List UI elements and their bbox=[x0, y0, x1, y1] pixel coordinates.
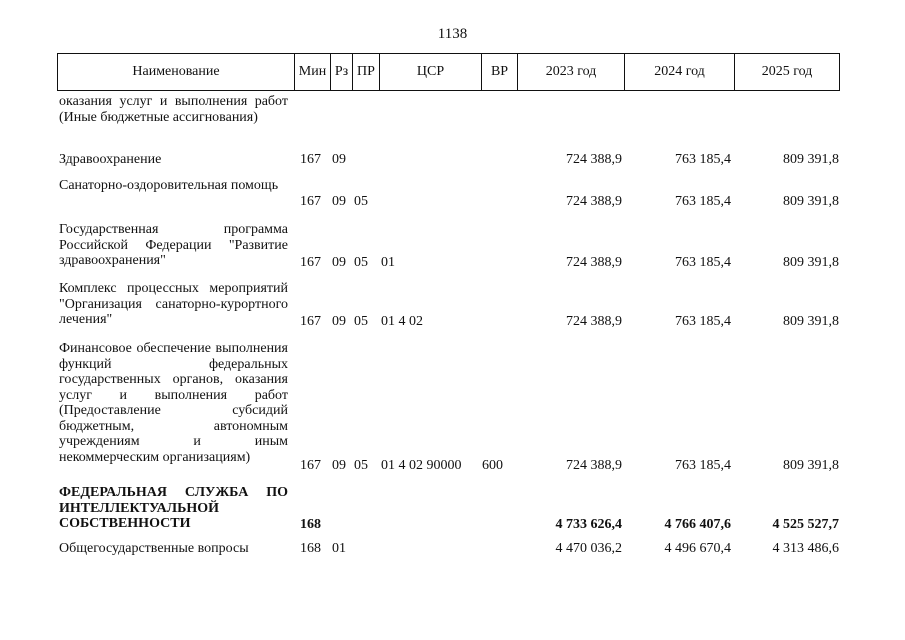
row-rz: 01 bbox=[332, 541, 346, 556]
row-rz: 09 bbox=[332, 194, 346, 209]
row-name: ФЕДЕРАЛЬНАЯ СЛУЖБА ПО ИНТЕЛЛЕКТУАЛЬНОЙ СОБСТВЕННОСТИ bbox=[59, 485, 288, 531]
row-2025: 809 391,8 bbox=[783, 152, 839, 167]
row-pr: 05 bbox=[354, 255, 368, 270]
row-2023: 724 388,9 bbox=[566, 152, 622, 167]
row-2023: 4 733 626,4 bbox=[555, 517, 622, 532]
header-min: Мин bbox=[295, 54, 331, 90]
header-name: Наименование bbox=[58, 54, 295, 90]
row-2025: 4 525 527,7 bbox=[772, 517, 839, 532]
row-pr: 05 bbox=[354, 194, 368, 209]
row-min: 167 bbox=[300, 458, 321, 473]
row-2023: 724 388,9 bbox=[566, 255, 622, 270]
row-2024: 763 185,4 bbox=[675, 152, 731, 167]
row-2024: 763 185,4 bbox=[675, 255, 731, 270]
row-2023: 724 388,9 bbox=[566, 194, 622, 209]
row-min: 168 bbox=[300, 517, 321, 532]
row-csr: 01 4 02 bbox=[381, 314, 423, 329]
row-name: Государственная программа Российской Федерации "Развитие здравоохранения" bbox=[59, 222, 288, 268]
row-min: 167 bbox=[300, 152, 321, 167]
row-2024: 763 185,4 bbox=[675, 458, 731, 473]
row-min: 167 bbox=[300, 194, 321, 209]
header-2025: 2025 год bbox=[761, 64, 813, 79]
row-name: Финансовое обеспечение выполнения функций федеральных государственных органов, оказания услуг и выполнения работ (Предоставление субсидий бюджетным, автономным учреждениям и иным некоммерческим организациям) bbox=[59, 341, 288, 465]
row-rz: 09 bbox=[332, 458, 346, 473]
table-header bbox=[57, 53, 840, 91]
row-2024: 4 496 670,4 bbox=[664, 541, 731, 556]
row-2025: 809 391,8 bbox=[783, 314, 839, 329]
row-vr: 600 bbox=[482, 458, 503, 473]
row-2025: 809 391,8 bbox=[783, 194, 839, 209]
row-rz: 09 bbox=[332, 255, 346, 270]
row-csr: 01 4 02 90000 bbox=[381, 458, 462, 473]
row-pr: 05 bbox=[354, 458, 368, 473]
row-2024: 4 766 407,6 bbox=[664, 517, 731, 532]
page-number: 1138 bbox=[437, 26, 468, 42]
row-2025: 809 391,8 bbox=[783, 255, 839, 270]
row-name: оказания услуг и выполнения работ (Иные бюджетные ассигнования) bbox=[59, 94, 288, 125]
row-2023: 4 470 036,2 bbox=[555, 541, 622, 556]
row-min: 167 bbox=[300, 255, 321, 270]
header-pr: ПР bbox=[353, 54, 380, 90]
row-2024: 763 185,4 bbox=[675, 314, 731, 329]
row-name: Комплекс процессных мероприятий "Организация санаторно-курортного лечения" bbox=[59, 281, 288, 327]
row-pr: 05 bbox=[354, 314, 368, 329]
row-2023: 724 388,9 bbox=[566, 314, 622, 329]
row-name: Здравоохранение bbox=[59, 152, 162, 167]
row-name: Санаторно-оздоровительная помощь bbox=[59, 178, 279, 193]
row-name: Общегосударственные вопросы bbox=[59, 541, 249, 556]
header-vr: ВР bbox=[482, 54, 518, 90]
header-2024: 2024 год bbox=[625, 54, 735, 90]
row-rz: 09 bbox=[332, 152, 346, 167]
header-csr: ЦСР bbox=[380, 54, 482, 90]
row-rz: 09 bbox=[332, 314, 346, 329]
header-rz: Рз bbox=[331, 54, 353, 90]
row-min: 168 bbox=[300, 541, 321, 556]
row-2023: 724 388,9 bbox=[566, 458, 622, 473]
row-2024: 763 185,4 bbox=[675, 194, 731, 209]
header-2023: 2023 год bbox=[518, 54, 625, 90]
row-2025: 809 391,8 bbox=[783, 458, 839, 473]
row-csr: 01 bbox=[381, 255, 395, 270]
row-min: 167 bbox=[300, 314, 321, 329]
row-2025: 4 313 486,6 bbox=[772, 541, 839, 556]
